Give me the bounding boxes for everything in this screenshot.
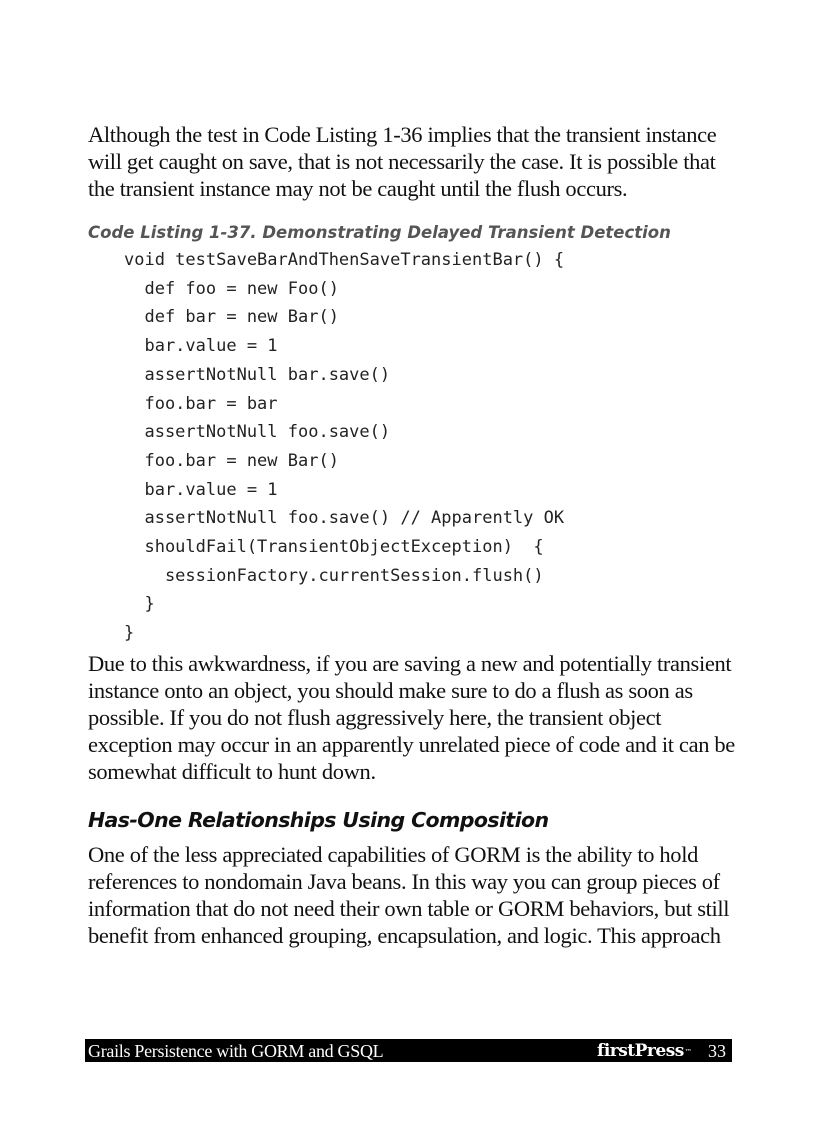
text-line: the transient instance may not be caught until the flush occurs. xyxy=(88,176,628,201)
intro-paragraph xyxy=(88,121,733,202)
text-line: instance onto an object, you should make sure to do a flush as soon as xyxy=(88,677,693,703)
text-line: Although the test in Code Listing 1-36 implies that the transient instance xyxy=(88,122,717,147)
code-line: } xyxy=(124,623,135,644)
code-line: foo.bar = bar xyxy=(124,393,278,414)
text-line: information that do not need their own table or GORM behaviors, but still xyxy=(88,895,730,921)
code-listing xyxy=(124,246,733,648)
code-line: } xyxy=(124,594,155,615)
section-paragraph xyxy=(88,841,733,949)
code-line: void testSaveBarAndThenSaveTransientBar() { xyxy=(124,250,565,270)
code-line: bar.value = 1 xyxy=(124,336,278,357)
code-line: bar.value = 1 xyxy=(124,479,278,500)
page-footer xyxy=(85,1039,732,1062)
code-line: def bar = new Bar() xyxy=(124,307,339,328)
text-line: references to nondomain Java beans. In this way you can group pieces of xyxy=(88,868,720,894)
code-line: assertNotNull bar.save() xyxy=(124,364,391,385)
code-line: assertNotNull foo.save() xyxy=(124,422,391,443)
page-number: 33 xyxy=(708,1041,726,1061)
code-listing-caption: Code Listing 1-37. Demonstrating Delayed Transient Detection xyxy=(88,223,671,242)
code-line: shouldFail(TransientObjectException) { xyxy=(124,537,544,558)
code-line: foo.bar = new Bar() xyxy=(124,450,339,471)
code-line: def foo = new Foo() xyxy=(124,278,339,299)
page-content xyxy=(88,121,733,949)
brand-name: firstPress xyxy=(597,1041,684,1061)
text-line: somewhat difficult to hunt down. xyxy=(88,758,376,784)
code-line: assertNotNull foo.save() // Apparently OK xyxy=(124,508,565,529)
text-line: possible. If you do not flush aggressively here, the transient object xyxy=(88,704,662,730)
text-line: exception may occur in an apparently unrelated piece of code and it can be xyxy=(88,731,735,757)
footer-book-title: Grails Persistence with GORM and GSQL xyxy=(88,1041,384,1061)
text-line: benefit from enhanced grouping, encapsulation, and logic. This approach xyxy=(88,922,721,948)
text-line: will get caught on save, that is not necessarily the case. It is possible that xyxy=(88,149,716,174)
footer-brand-logo xyxy=(597,1040,691,1063)
followup-paragraph xyxy=(88,650,733,785)
text-line: Due to this awkwardness, if you are saving a new and potentially transient xyxy=(88,650,732,676)
section-heading: Has-One Relationships Using Composition xyxy=(88,807,549,832)
code-line: sessionFactory.currentSession.flush() xyxy=(124,565,544,586)
trademark-symbol: ™ xyxy=(684,1048,692,1056)
text-line: One of the less appreciated capabilities of GORM is the ability to hold xyxy=(88,841,698,867)
